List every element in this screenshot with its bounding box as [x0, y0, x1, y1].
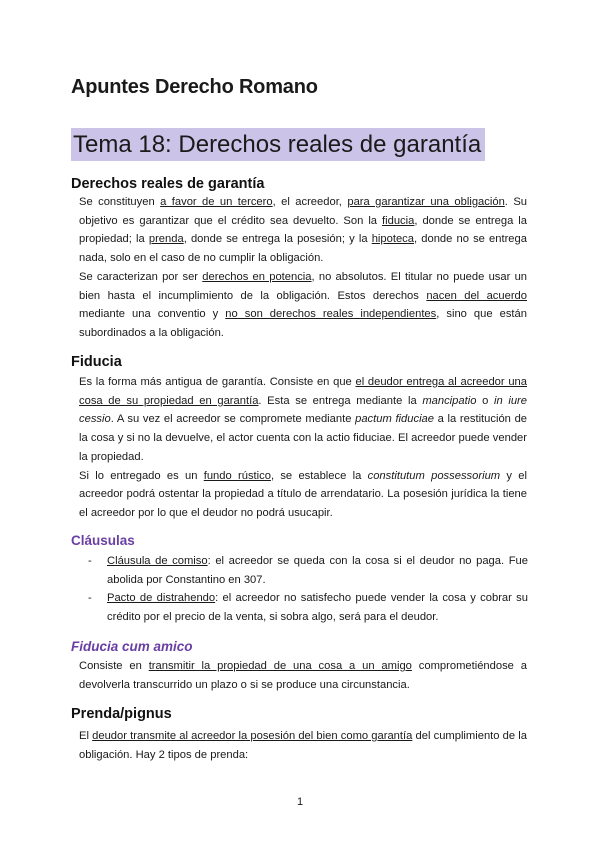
italic-text: pactum fiduciae — [355, 413, 435, 426]
text: mediante una conventio y — [79, 308, 226, 321]
text: , el acreedor, — [272, 196, 348, 208]
text: , donde se entrega la posesión; y la — [183, 233, 372, 246]
text: a la restitución de la cosa y si no la devuelve, el actor cuenta con la actio fiduciae. El acreedor puede vender la propiedad. — [79, 413, 528, 463]
underlined-text: fiducia — [382, 214, 415, 227]
underlined-text: deudor transmite al acreedor la posesión del bien como garantía — [92, 730, 413, 742]
underlined-text: transmitir la propiedad de una cosa a un amigo — [148, 660, 412, 672]
text: , se establece la — [270, 469, 368, 482]
paragraph — [79, 727, 527, 764]
text: Se constituyen — [79, 196, 161, 208]
section-heading-prenda: Prenda/pignus — [71, 706, 172, 722]
text: Se caracterizan por ser — [79, 270, 203, 283]
text: , donde no se entrega nada, solo en el caso de no cumplir la obligación. — [79, 233, 527, 265]
bullet-dash: - — [88, 555, 92, 567]
section-body-derechos-reales — [79, 193, 527, 343]
subsection-heading-clausulas: Cláusulas — [71, 533, 135, 548]
text: , sino que están subordinados a la obligación. — [79, 308, 527, 339]
underlined-text: fundo rústico — [203, 469, 271, 482]
italic-text: mancipatio — [422, 394, 477, 407]
section-body-prenda — [79, 727, 527, 764]
paragraph — [79, 467, 527, 523]
text: Si lo entregado es un — [79, 469, 204, 482]
italic-text: in iure cessio — [79, 394, 527, 426]
text: El — [79, 730, 93, 742]
underlined-text: a favor de un tercero — [160, 196, 273, 208]
text: , donde se entrega la propiedad; la — [79, 214, 527, 246]
underlined-text: el deudor entrega al acreedor una cosa de su propiedad en garantía — [79, 376, 527, 407]
list-item — [88, 589, 528, 626]
underlined-text: nacen del acuerdo — [426, 289, 527, 302]
clausulas-list — [88, 552, 528, 627]
chapter-heading: Tema 18: Derechos reales de garantía — [71, 128, 485, 161]
document-title: Apuntes Derecho Romano — [71, 76, 318, 98]
subsection-heading-fiducia-cum-amico: Fiducia cum amico — [71, 639, 193, 654]
text: comprometiéndose a devolverla transcurrido un plazo o si se produce una circunstancia. — [79, 660, 527, 691]
underlined-text: prenda — [148, 233, 184, 246]
underlined-text: Cláusula de comiso — [107, 555, 208, 567]
underlined-text: para garantizar una obligación — [347, 196, 505, 208]
text: . A su vez el acreedor se compromete mediante — [110, 413, 356, 426]
section-body-fiducia-cum-amico — [79, 657, 527, 694]
text: , no absolutos. El titular no puede usar un bien hasta el incumplimiento de la obligación. Estos derechos — [79, 270, 528, 302]
paragraph — [79, 373, 527, 467]
section-heading-fiducia: Fiducia — [71, 354, 122, 370]
paragraph — [79, 193, 527, 268]
paragraph — [79, 657, 527, 694]
text: . Su objetivo es garantizar que el crédito sea devuelto. Son la — [79, 196, 528, 227]
text: : el acreedor no satisfecho puede vender la cosa y cobrar su crédito por el precio de la venta, si sobra algo, será para el deudor. — [107, 592, 528, 624]
section-body-fiducia — [79, 373, 527, 523]
page-number: 1 — [296, 796, 304, 808]
underlined-text: no son derechos reales independientes — [225, 308, 437, 321]
text: : el acreedor se queda con la cosa si el deudor no paga. Fue abolida por Constantino en 307. — [107, 555, 528, 586]
italic-text: constitutum possessorium — [367, 469, 501, 482]
underlined-text: Pacto de distrahendo — [107, 592, 216, 605]
text: Consiste en — [79, 660, 149, 672]
text: del cumplimiento de la obligación. Hay 2 tipos de prenda: — [79, 730, 527, 761]
list-item-text — [107, 552, 528, 589]
text: y el acreedor podrá ostentar la propiedad a título de arrendatario. La posesión jurídica la tiene el acreedor por lo que el deudor no podrá usucapir. — [79, 469, 527, 519]
list-item — [88, 552, 528, 589]
paragraph — [79, 268, 527, 343]
text: . Esta se entrega mediante la — [258, 394, 423, 407]
underlined-text: hipoteca — [371, 233, 414, 246]
text: Es la forma más antigua de garantía. Consiste en que — [79, 376, 356, 388]
bullet-dash: - — [88, 592, 92, 605]
underlined-text: derechos en potencia — [202, 270, 312, 283]
section-heading-derechos-reales: Derechos reales de garantía — [71, 176, 265, 192]
list-item-text — [107, 589, 528, 626]
text: o — [476, 394, 494, 407]
